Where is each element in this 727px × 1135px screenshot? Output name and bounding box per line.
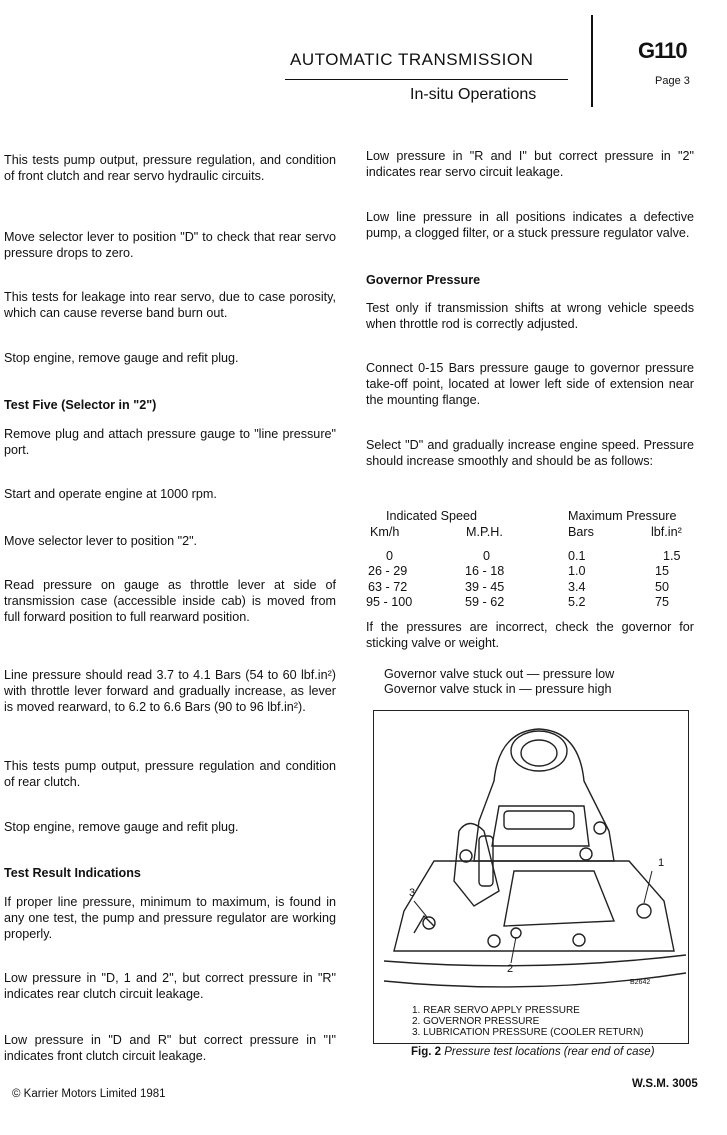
governor-stuck-out: Governor valve stuck out — pressure low: [384, 667, 615, 681]
heading-test-result: Test Result Indications: [4, 866, 141, 880]
table-cell: 0.1: [568, 549, 586, 563]
legend-item: 3. LUBRICATION PRESSURE (COOLER RETURN): [412, 1027, 644, 1038]
heading-test-five: Test Five (Selector in "2"): [4, 398, 157, 412]
table-group-header: Maximum Pressure: [568, 509, 677, 523]
paragraph: If proper line pressure, minimum to maximum, is found in any one test, the pump and pressure regulator are working properly.: [4, 895, 336, 941]
table-cell: 0: [483, 549, 491, 563]
table-group-header: Indicated Speed: [386, 509, 478, 523]
header-rule: [285, 79, 568, 80]
paragraph: Line pressure should read 3.7 to 4.1 Bars (54 to 60 lbf.in²) with throttle lever forward and gradually increase, as lever is moved rearward, to 6.2 to 6.6 Bars (90 to 96 lbf.in²).: [4, 668, 336, 714]
copyright: © Karrier Motors Limited 1981: [12, 1088, 166, 1100]
paragraph: Remove plug and attach pressure gauge to "line pressure" port.: [4, 427, 336, 457]
paragraph: If the pressures are incorrect, check the governor for sticking valve or weight.: [366, 620, 694, 650]
manual-reference: W.S.M. 3005: [632, 1078, 698, 1090]
table-cell: 0: [386, 549, 394, 563]
paragraph: Move selector lever to position "D" to check that rear servo pressure drops to zero.: [4, 230, 336, 260]
pressure-table: [366, 508, 696, 608]
table-cell: 50: [655, 580, 670, 594]
governor-stuck-in: Governor valve stuck in — pressure high: [384, 682, 612, 696]
transmission-drawing: [374, 711, 688, 1011]
paragraph: Move selector lever to position "2".: [4, 534, 198, 548]
table-header: M.P.H.: [466, 525, 503, 539]
table-cell: 15: [655, 564, 670, 578]
paragraph: This tests pump output, pressure regulation, and condition of front clutch and rear servo hydraulic circuits.: [4, 153, 336, 183]
page-number: Page 3: [655, 75, 690, 87]
table-cell: 1.0: [568, 564, 586, 578]
paragraph: Connect 0-15 Bars pressure gauge to governor pressure take-off point, located at lower left side of extension near the mounting flange.: [366, 361, 694, 407]
paragraph: Read pressure on gauge as throttle lever at side of transmission case (accessible inside cab) is moved from full forward position to full rearward position.: [4, 578, 336, 624]
legend-item: 1. REAR SERVO APPLY PRESSURE: [412, 1005, 580, 1016]
paragraph: Test only if transmission shifts at wrong vehicle speeds when throttle rod is correctly adjusted.: [366, 301, 694, 331]
caption-text: Pressure test locations (rear end of case): [444, 1046, 655, 1058]
table-cell: 1.5: [663, 549, 681, 563]
table-cell: 63 - 72: [368, 580, 408, 594]
table-cell: 5.2: [568, 595, 586, 609]
paragraph: Low pressure in "R and I" but correct pressure in "2" indicates rear servo circuit leakage.: [366, 149, 694, 179]
figure-legend: [412, 1005, 644, 1038]
header-divider: [591, 15, 593, 107]
table-cell: 39 - 45: [465, 580, 505, 594]
figure-frame: [373, 710, 689, 1044]
paragraph: Low pressure in "D and R" but correct pressure in "I" indicates front clutch circuit leakage.: [4, 1033, 336, 1063]
caption-label: Fig. 2: [411, 1046, 442, 1058]
legend-item: 2. GOVERNOR PRESSURE: [412, 1016, 540, 1027]
table-cell: 16 - 18: [465, 564, 505, 578]
manual-code: G110: [638, 38, 687, 63]
callout-2: 2: [507, 963, 514, 975]
table-cell: 3.4: [568, 580, 586, 594]
table-header: lbf.in²: [651, 525, 682, 539]
paragraph: Stop engine, remove gauge and refit plug.: [4, 351, 239, 365]
heading-governor-pressure: Governor Pressure: [366, 273, 481, 287]
figure-ref: B2642: [630, 979, 651, 986]
table-cell: 59 - 62: [465, 595, 505, 609]
table-cell: 95 - 100: [366, 595, 413, 609]
table-cell: 75: [655, 595, 670, 609]
table-header: Bars: [568, 525, 594, 539]
paragraph: This tests pump output, pressure regulation and condition of rear clutch.: [4, 759, 336, 789]
paragraph: Stop engine, remove gauge and refit plug.: [4, 820, 239, 834]
paragraph: Select "D" and gradually increase engine speed. Pressure should increase smoothly and should be as follows:: [366, 438, 694, 468]
callout-3: 3: [409, 887, 416, 899]
paragraph: Start and operate engine at 1000 rpm.: [4, 487, 217, 501]
paragraph: This tests for leakage into rear servo, due to case porosity, which can cause reverse band burn out.: [4, 290, 336, 320]
figure-caption: [411, 1046, 655, 1058]
section-title: AUTOMATIC TRANSMISSION: [290, 50, 534, 69]
table-header: Km/h: [370, 525, 400, 539]
table-cell: 26 - 29: [368, 564, 408, 578]
paragraph: Low line pressure in all positions indicates a defective pump, a clogged filter, or a stuck pressure regulator valve.: [366, 210, 694, 240]
paragraph: Low pressure in "D, 1 and 2", but correct pressure in "R" indicates rear clutch circuit leakage.: [4, 971, 336, 1001]
section-subtitle: In-situ Operations: [410, 86, 537, 103]
callout-1: 1: [658, 857, 665, 869]
